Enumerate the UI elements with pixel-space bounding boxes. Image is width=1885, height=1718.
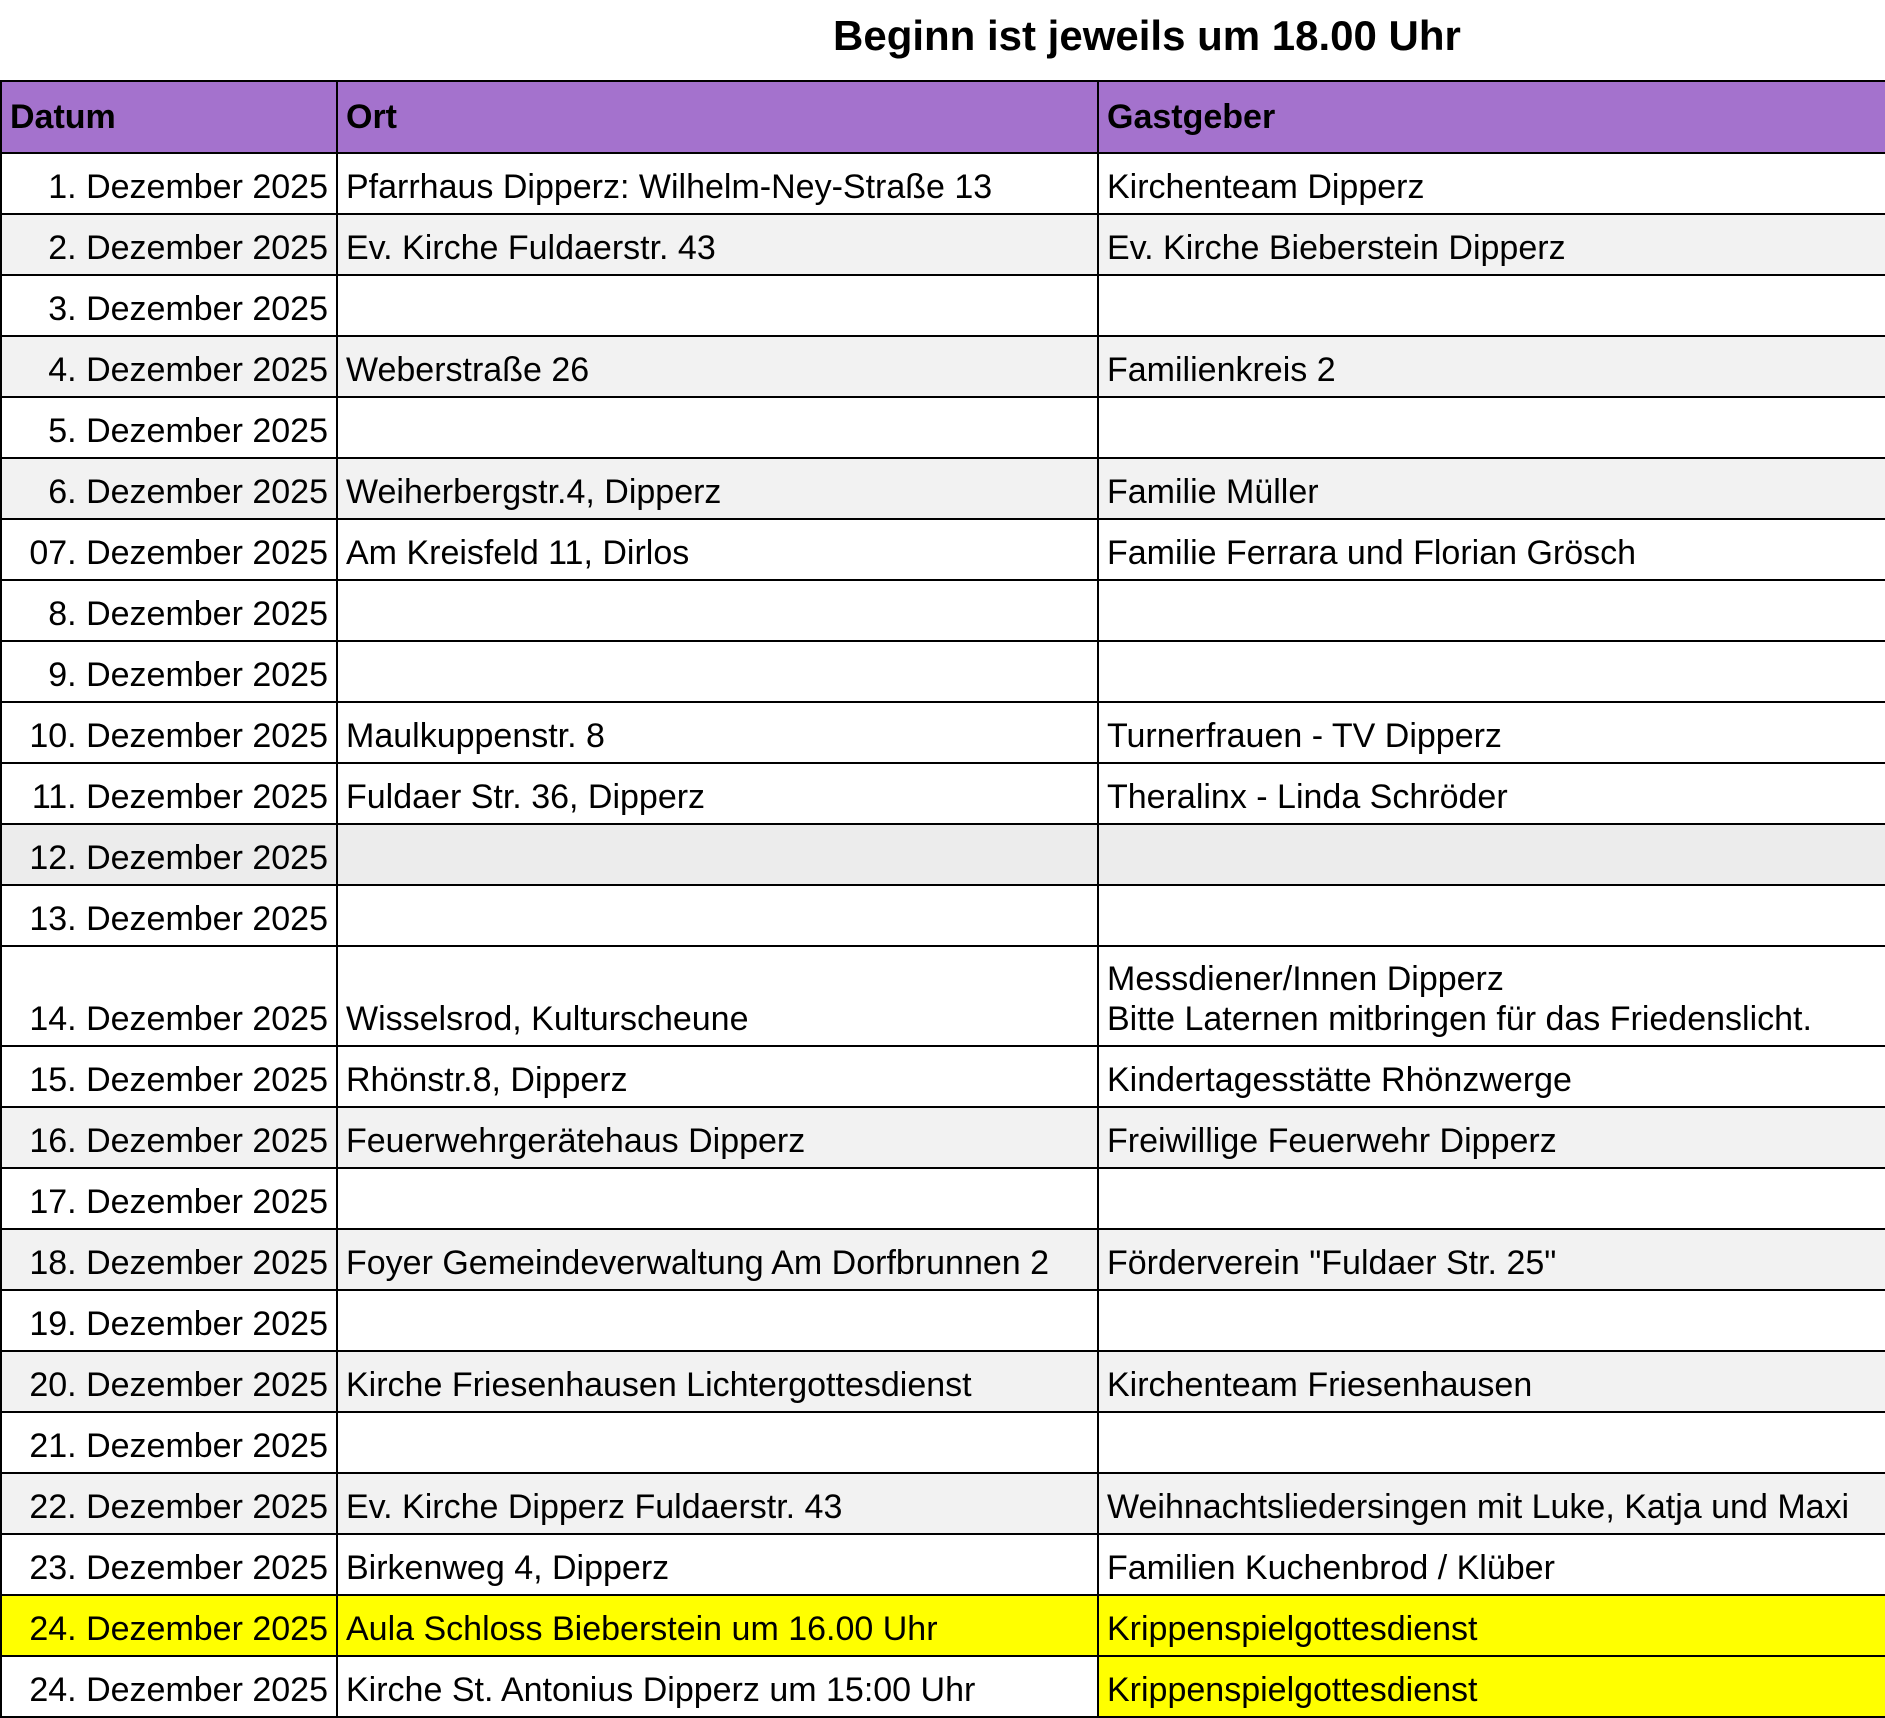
table-row: [1, 580, 1885, 641]
location-cell: [337, 1290, 1098, 1351]
date-cell: 13. Dezember 2025: [1, 885, 337, 946]
host-cell: [1098, 641, 1885, 702]
column-header-gastgeber: Gastgeber: [1098, 81, 1885, 153]
date-cell: 24. Dezember 2025: [1, 1656, 337, 1717]
location-cell: Wisselsrod, Kulturscheune: [337, 946, 1098, 1046]
table-row: [1, 1290, 1885, 1351]
table-row: [1, 1351, 1885, 1412]
host-cell: [1098, 824, 1885, 885]
location-cell: [337, 397, 1098, 458]
date-cell: 5. Dezember 2025: [1, 397, 337, 458]
date-cell: 6. Dezember 2025: [1, 458, 337, 519]
host-cell: Familienkreis 2: [1098, 336, 1885, 397]
page-title: Beginn ist jeweils um 18.00 Uhr: [833, 12, 1461, 59]
location-cell: [337, 641, 1098, 702]
location-cell: Ev. Kirche Fuldaerstr. 43: [337, 214, 1098, 275]
date-cell: 24. Dezember 2025: [1, 1595, 337, 1656]
date-cell: 16. Dezember 2025: [1, 1107, 337, 1168]
table-row: [1, 641, 1885, 702]
date-cell: 11. Dezember 2025: [1, 763, 337, 824]
host-cell: Kirchenteam Friesenhausen: [1098, 1351, 1885, 1412]
host-cell: [1098, 275, 1885, 336]
date-cell: 12. Dezember 2025: [1, 824, 337, 885]
date-cell: 1. Dezember 2025: [1, 153, 337, 214]
location-cell: [337, 824, 1098, 885]
table-row: [1, 153, 1885, 214]
table-row: [1, 1534, 1885, 1595]
date-cell: 21. Dezember 2025: [1, 1412, 337, 1473]
host-cell: [1098, 1168, 1885, 1229]
location-cell: [337, 1168, 1098, 1229]
table-row: [1, 1473, 1885, 1534]
host-cell: Freiwillige Feuerwehr Dipperz: [1098, 1107, 1885, 1168]
host-cell: Theralinx - Linda Schröder: [1098, 763, 1885, 824]
host-cell: Krippenspielgottesdienst: [1098, 1595, 1885, 1656]
table-row: [1, 763, 1885, 824]
location-cell: Weiherbergstr.4, Dipperz: [337, 458, 1098, 519]
host-cell: Ev. Kirche Bieberstein Dipperz: [1098, 214, 1885, 275]
table-row: [1, 214, 1885, 275]
location-cell: Foyer Gemeindeverwaltung Am Dorfbrunnen 2: [337, 1229, 1098, 1290]
location-cell: [337, 885, 1098, 946]
host-cell: Turnerfrauen - TV Dipperz: [1098, 702, 1885, 763]
date-cell: 07. Dezember 2025: [1, 519, 337, 580]
date-cell: 10. Dezember 2025: [1, 702, 337, 763]
location-cell: Feuerwehrgerätehaus Dipperz: [337, 1107, 1098, 1168]
table-row-highlighted: [1, 1595, 1885, 1656]
date-cell: 15. Dezember 2025: [1, 1046, 337, 1107]
table-row: [1, 885, 1885, 946]
location-cell: Pfarrhaus Dipperz: Wilhelm-Ney-Straße 13: [337, 153, 1098, 214]
date-cell: 8. Dezember 2025: [1, 580, 337, 641]
location-cell: Aula Schloss Bieberstein um 16.00 Uhr: [337, 1595, 1098, 1656]
date-cell: 20. Dezember 2025: [1, 1351, 337, 1412]
date-cell: 4. Dezember 2025: [1, 336, 337, 397]
table-row: [1, 397, 1885, 458]
location-cell: Am Kreisfeld 11, Dirlos: [337, 519, 1098, 580]
location-cell: Rhönstr.8, Dipperz: [337, 1046, 1098, 1107]
date-cell: 9. Dezember 2025: [1, 641, 337, 702]
host-cell: [1098, 1290, 1885, 1351]
table-row: [1, 1107, 1885, 1168]
table-row: [1, 519, 1885, 580]
table-row: [1, 1412, 1885, 1473]
host-cell: Familie Müller: [1098, 458, 1885, 519]
host-cell: [1098, 885, 1885, 946]
host-cell: [1098, 580, 1885, 641]
date-cell: 14. Dezember 2025: [1, 946, 337, 1046]
table-row: [1, 1229, 1885, 1290]
table-row: [1, 1168, 1885, 1229]
location-cell: Birkenweg 4, Dipperz: [337, 1534, 1098, 1595]
schedule-table: [0, 80, 1885, 1718]
host-cell: [1098, 1412, 1885, 1473]
location-cell: [337, 275, 1098, 336]
host-line: Messdiener/Innen Dipperz: [1107, 960, 1504, 998]
table-row: [1, 275, 1885, 336]
date-cell: 19. Dezember 2025: [1, 1290, 337, 1351]
host-cell: Familien Kuchenbrod / Klüber: [1098, 1534, 1885, 1595]
host-cell: [1098, 397, 1885, 458]
host-cell: Kirchenteam Dipperz: [1098, 153, 1885, 214]
date-cell: 17. Dezember 2025: [1, 1168, 337, 1229]
date-cell: 3. Dezember 2025: [1, 275, 337, 336]
table-row: [1, 702, 1885, 763]
table-row: [1, 1046, 1885, 1107]
host-cell: Kindertagesstätte Rhönzwerge: [1098, 1046, 1885, 1107]
column-header-ort: Ort: [337, 81, 1098, 153]
host-cell: [1098, 946, 1885, 1046]
location-cell: Maulkuppenstr. 8: [337, 702, 1098, 763]
table-row: [1, 1656, 1885, 1717]
host-cell: Krippenspielgottesdienst: [1098, 1656, 1885, 1717]
date-cell: 2. Dezember 2025: [1, 214, 337, 275]
column-header-datum: Datum: [1, 81, 337, 153]
host-cell: Förderverein "Fuldaer Str. 25": [1098, 1229, 1885, 1290]
table-row: [1, 824, 1885, 885]
location-cell: [337, 580, 1098, 641]
table-row: [1, 336, 1885, 397]
location-cell: Kirche Friesenhausen Lichtergottesdienst: [337, 1351, 1098, 1412]
location-cell: Weberstraße 26: [337, 336, 1098, 397]
host-cell: Familie Ferrara und Florian Grösch: [1098, 519, 1885, 580]
location-cell: Ev. Kirche Dipperz Fuldaerstr. 43: [337, 1473, 1098, 1534]
table-row: [1, 946, 1885, 1046]
location-cell: Kirche St. Antonius Dipperz um 15:00 Uhr: [337, 1656, 1098, 1717]
host-cell: Weihnachtsliedersingen mit Luke, Katja und Maxi: [1098, 1473, 1885, 1534]
location-cell: Fuldaer Str. 36, Dipperz: [337, 763, 1098, 824]
date-cell: 18. Dezember 2025: [1, 1229, 337, 1290]
date-cell: 22. Dezember 2025: [1, 1473, 337, 1534]
host-note: Bitte Laternen mitbringen für das Friedenslicht.: [1107, 1000, 1812, 1038]
table-row: [1, 458, 1885, 519]
header-row: [1, 81, 1885, 153]
date-cell: 23. Dezember 2025: [1, 1534, 337, 1595]
location-cell: [337, 1412, 1098, 1473]
